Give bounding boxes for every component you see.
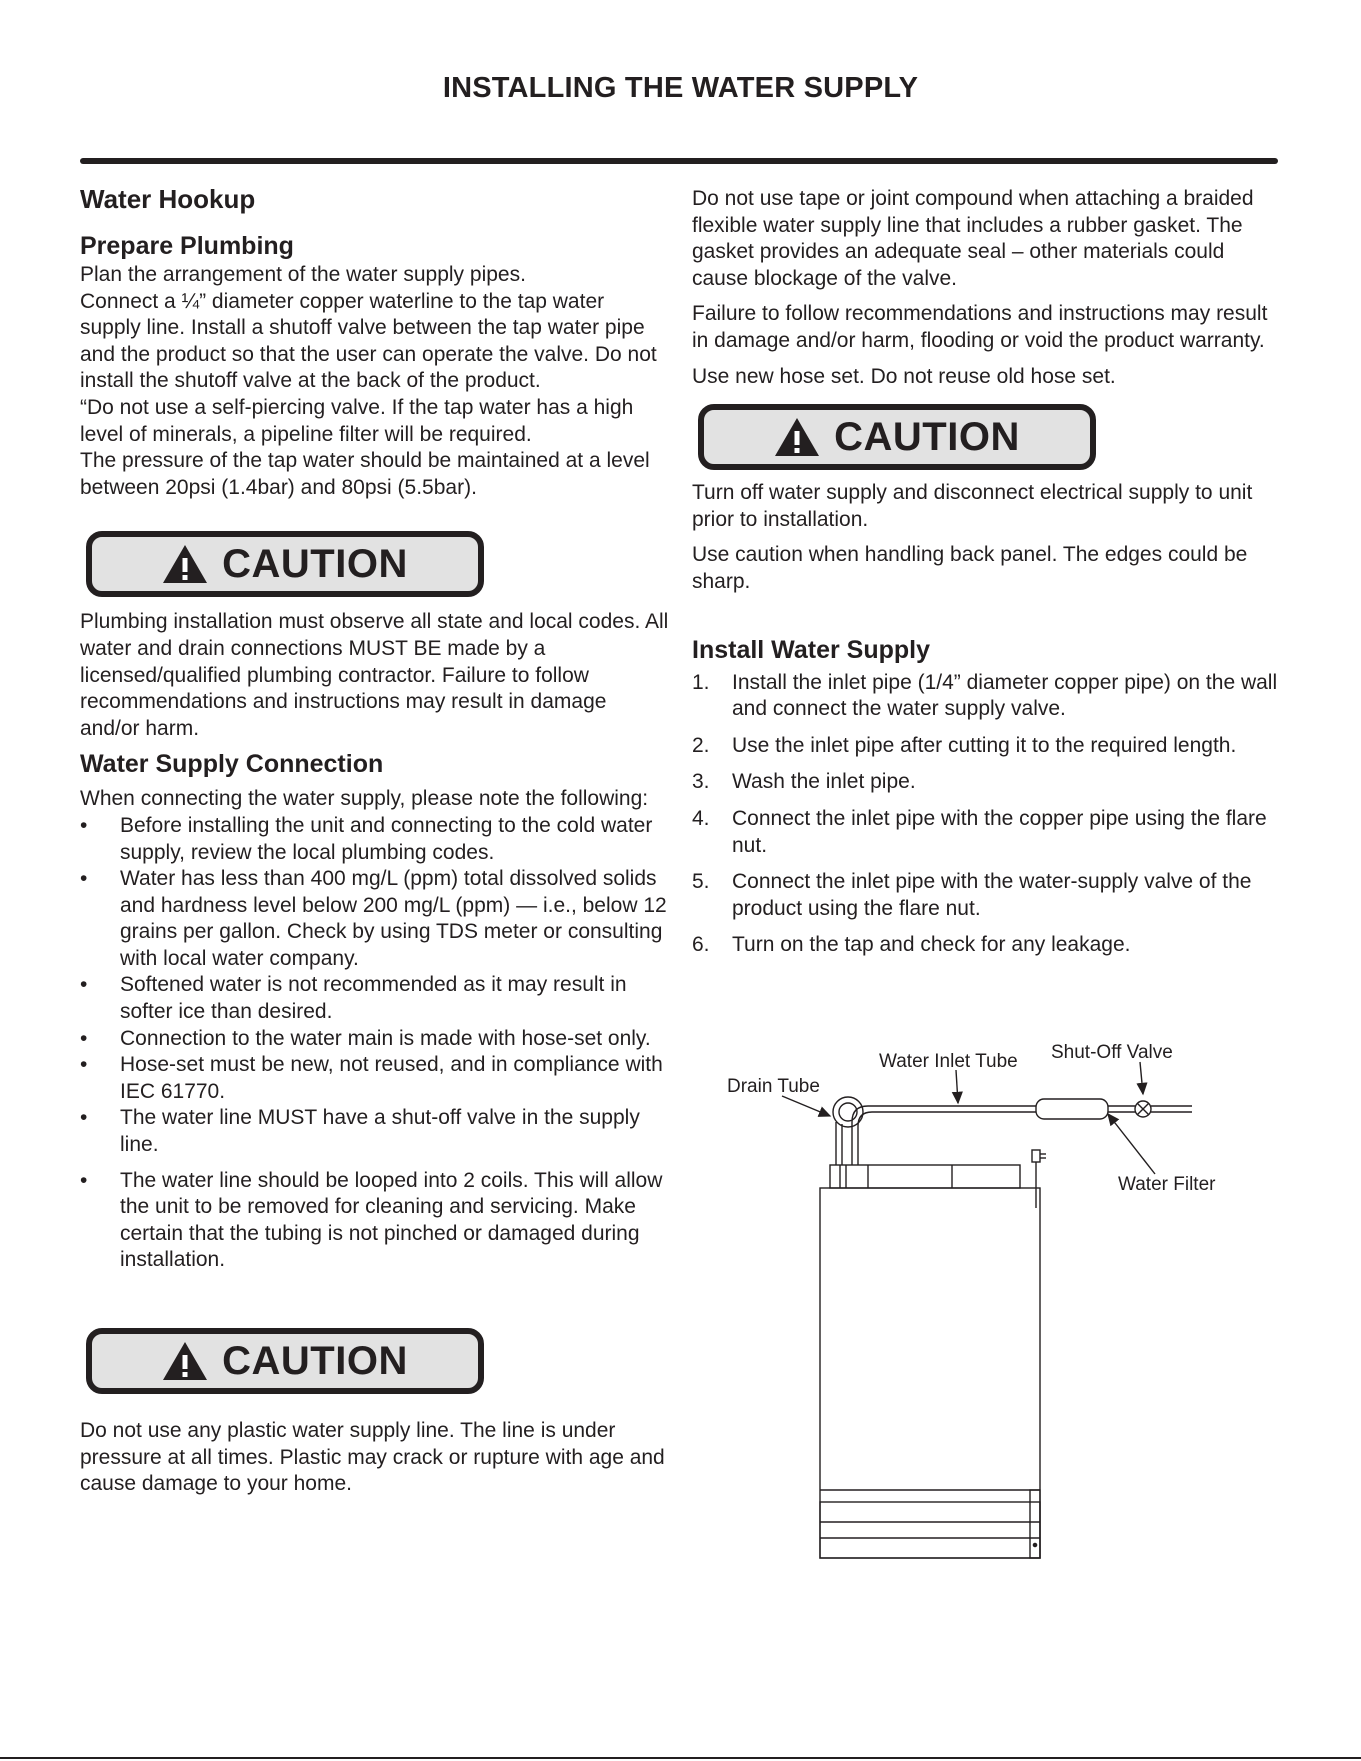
list-item: • Softened water is not recommended as it may result in softer ice than desired. (80, 973, 627, 1024)
list-item: • The water line MUST have a shut-off valve in the supply line. (80, 1106, 640, 1157)
list-item: • The water line should be looped into 2 coils. This will allow the unit to be removed for cleaning and servicing. Make certain that the tubing is not pinched or damaged during installation. (80, 1168, 663, 1272)
caution-banner (86, 1328, 484, 1394)
shut-off-valve-leader (1140, 1062, 1143, 1094)
list-item: 6. Turn on the tap and check for any leakage. (692, 933, 1131, 957)
install-water-supply-heading: Install Water Supply (692, 635, 931, 664)
water-filter-leader (1108, 1114, 1155, 1174)
water-hookup-heading: Water Hookup (80, 184, 256, 214)
list-item: • Water has less than 400 mg/L (ppm) total dissolved solids and hardness level below 200 mg/L (ppm) — i.e., below 12 grains per gallon. Check by using TDS meter or consulting with local water company. (80, 867, 667, 970)
list-item: 2. Use the inlet pipe after cutting it to the required length. (692, 733, 1237, 757)
ice-machine-unit (820, 1188, 1040, 1558)
right-column (692, 186, 1282, 959)
warning-icon (162, 544, 208, 584)
bullet-mark: • (80, 813, 88, 837)
paragraph: Use new hose set. Do not reuse old hose set. (692, 364, 1116, 388)
list-item: 4. Connect the inlet pipe with the copper pipe using the flare nut. (692, 806, 1267, 857)
connection-bullet-list (80, 813, 670, 1274)
bullet-mark: • (80, 1168, 88, 1192)
bullet-mark: • (80, 1106, 88, 1130)
connection-intro: When connecting the water supply, please note the following: (80, 787, 649, 811)
install-steps-list (692, 670, 1282, 959)
water-filter (1036, 1099, 1108, 1119)
bullet-mark: • (80, 1026, 88, 1050)
caution-label: CAUTION (834, 415, 1020, 460)
header-rule (80, 158, 1278, 164)
water-inlet-tube-label: Water Inlet Tube (879, 1051, 1018, 1072)
list-item: • Before installing the unit and connecting to the cold water supply, review the local plumbing codes. (80, 813, 653, 864)
bullet-mark: • (80, 867, 88, 891)
caution-text: Use caution when handling back panel. The edges could be sharp. (692, 543, 1248, 593)
left-column (80, 182, 670, 1498)
unit-top (830, 1165, 1020, 1188)
caution-banner (698, 404, 1096, 470)
list-item: 1. Install the inlet pipe (1/4” diameter copper pipe) on the wall and connect the water supply valve. (692, 670, 1278, 721)
warning-icon (162, 1341, 208, 1381)
caution-text: Plumbing installation must observe all state and local codes. All water and drain connections MUST BE made by a licensed/qualified plumbing contractor. Failure to follow recommendations and instructions may result in damage and/or harm. (80, 610, 669, 740)
paragraph: Failure to follow recommendations and instructions may result in damage and/or harm, flooding or void the product warranty. (692, 302, 1268, 352)
paragraph: Do not use tape or joint compound when attaching a braided flexible water supply line that includes a rubber gasket. The gasket provides an adequate seal – other materials could cause blockage of the valve. (692, 187, 1254, 290)
prepare-line: “Do not use a self-piercing valve. If the tap water has a high level of minerals, a pipeline filter will be required. (80, 395, 634, 446)
page-title: INSTALLING THE WATER SUPPLY (442, 72, 919, 104)
prepare-line: Plan the arrangement of the water supply pipes. (80, 263, 526, 286)
bullet-mark: • (80, 1053, 88, 1077)
caution-label: CAUTION (222, 1339, 408, 1383)
water-supply-diagram (700, 1030, 1240, 1590)
prepare-line: The pressure of the tap water should be maintained at a level between 20psi (1.4bar) and 80psi (5.5bar). (80, 449, 650, 499)
footer-rule (0, 1757, 1361, 1759)
list-item: • Hose-set must be new, not reused, and in compliance with IEC 61770. (80, 1053, 663, 1103)
bullet-mark: • (80, 973, 88, 997)
list-item: 3. Wash the inlet pipe. (692, 770, 916, 794)
inlet-tube-leader (956, 1070, 958, 1103)
warning-icon (774, 417, 820, 457)
caution-label: CAUTION (222, 542, 408, 587)
shut-off-valve-label: Shut-Off Valve (1051, 1042, 1173, 1063)
drain-tube-label: Drain Tube (727, 1076, 820, 1097)
prepare-line: Connect a ¼” diameter copper waterline to the tap water supply line. Install a shutoff valve between the tap water pipe and the product so that the user can operate the valve. Do not install the shutoff valve at the back of the product. (80, 289, 657, 393)
drain-tube-leader (782, 1096, 830, 1116)
water-filter-label: Water Filter (1118, 1174, 1216, 1195)
list-item: 5. Connect the inlet pipe with the water-supply valve of the product using the flare nut. (692, 870, 1252, 920)
caution-banner (86, 531, 484, 597)
power-plug (1032, 1150, 1046, 1208)
water-supply-connection-heading: Water Supply Connection (80, 750, 384, 779)
list-item: • Connection to the water main is made with hose-set only. (80, 1026, 670, 1053)
caution-text: Do not use any plastic water supply line. The line is under pressure at all times. Plastic may crack or rupture with age and cause damage to your home. (80, 1419, 665, 1496)
prepare-plumbing-heading: Prepare Plumbing (80, 232, 294, 260)
caution-text: Turn off water supply and disconnect electrical supply to unit prior to installation. (692, 481, 1253, 531)
